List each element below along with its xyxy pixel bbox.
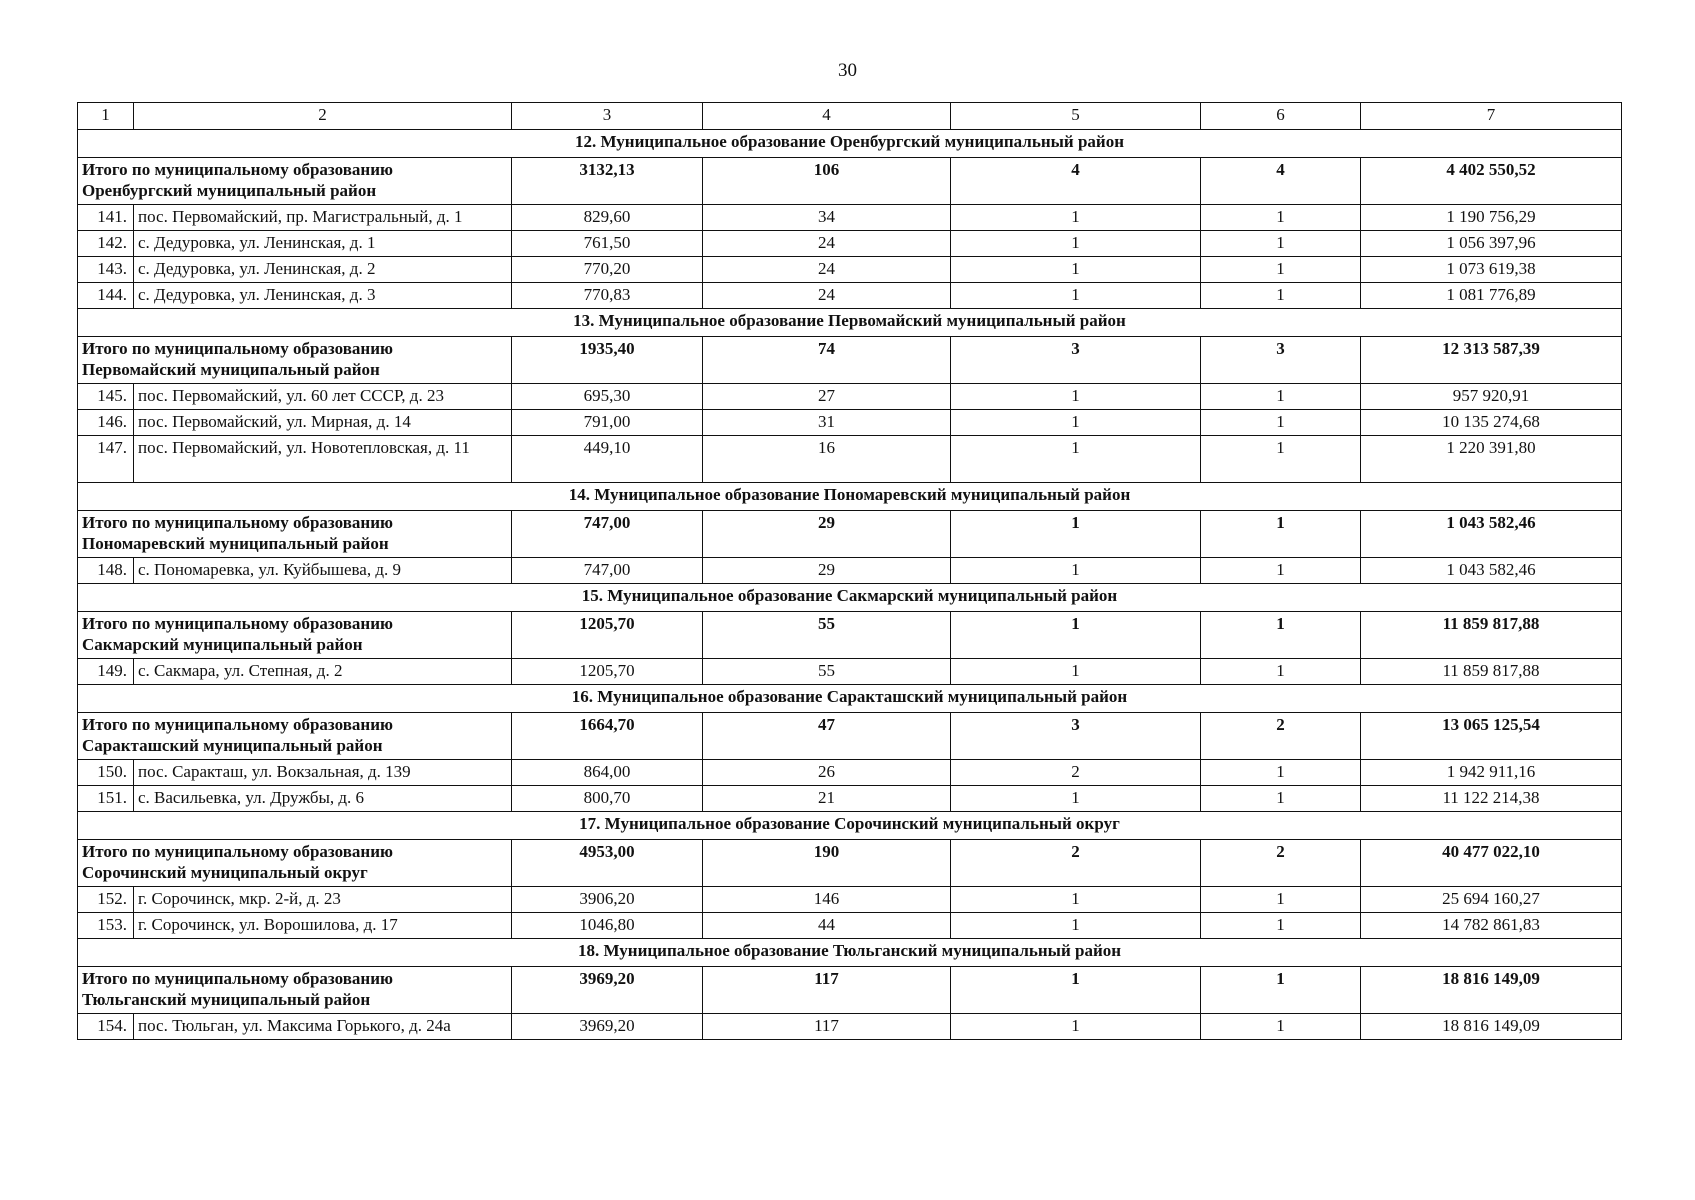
total-c3: 3969,20 [512, 967, 703, 1014]
table-row [78, 659, 1622, 685]
section-total-row [78, 713, 1622, 760]
section-total-row [78, 158, 1622, 205]
row-c3: 695,30 [512, 384, 703, 410]
row-number: 147. [78, 436, 134, 483]
section-title: 14. Муниципальное образование Пономаревский муниципальный район [78, 483, 1622, 511]
total-c6: 2 [1201, 713, 1361, 760]
section-total-row [78, 612, 1622, 659]
table-row [78, 410, 1622, 436]
section-title-row [78, 812, 1622, 840]
total-label-line1: Итого по муниципальному образованию [82, 842, 393, 861]
row-c5: 1 [951, 410, 1201, 436]
row-address: пос. Тюльган, ул. Максима Горького, д. 24а [134, 1014, 512, 1040]
section-title-row [78, 309, 1622, 337]
row-address: с. Дедуровка, ул. Ленинская, д. 3 [134, 283, 512, 309]
row-c5: 1 [951, 558, 1201, 584]
section-title: 16. Муниципальное образование Саракташский муниципальный район [78, 685, 1622, 713]
total-c4: 190 [703, 840, 951, 887]
table-body [78, 103, 1622, 1040]
row-number: 153. [78, 913, 134, 939]
row-number: 143. [78, 257, 134, 283]
row-c7: 1 073 619,38 [1361, 257, 1622, 283]
row-c4: 24 [703, 283, 951, 309]
row-c4: 16 [703, 436, 951, 483]
row-c6: 1 [1201, 205, 1361, 231]
total-c4: 106 [703, 158, 951, 205]
row-c6: 1 [1201, 384, 1361, 410]
row-c3: 449,10 [512, 436, 703, 483]
table-row [78, 257, 1622, 283]
table-row [78, 558, 1622, 584]
total-c5: 3 [951, 337, 1201, 384]
total-c3: 4953,00 [512, 840, 703, 887]
row-c7: 957 920,91 [1361, 384, 1622, 410]
column-header: 4 [703, 103, 951, 130]
row-c7: 25 694 160,27 [1361, 887, 1622, 913]
row-number: 144. [78, 283, 134, 309]
total-label [78, 158, 512, 205]
row-c3: 747,00 [512, 558, 703, 584]
table-row [78, 283, 1622, 309]
row-c4: 44 [703, 913, 951, 939]
column-number-row [78, 103, 1622, 130]
section-title-row [78, 939, 1622, 967]
row-address: с. Дедуровка, ул. Ленинская, д. 2 [134, 257, 512, 283]
total-c3: 747,00 [512, 511, 703, 558]
total-label-line1: Итого по муниципальному образованию [82, 339, 393, 358]
row-c5: 1 [951, 887, 1201, 913]
row-c5: 1 [951, 1014, 1201, 1040]
table-row [78, 760, 1622, 786]
total-c7: 4 402 550,52 [1361, 158, 1622, 205]
total-label [78, 967, 512, 1014]
row-c6: 1 [1201, 913, 1361, 939]
row-c7: 10 135 274,68 [1361, 410, 1622, 436]
section-title-row [78, 584, 1622, 612]
total-label-line1: Итого по муниципальному образованию [82, 969, 393, 988]
total-c5: 1 [951, 612, 1201, 659]
row-c4: 26 [703, 760, 951, 786]
row-c5: 2 [951, 760, 1201, 786]
total-c4: 117 [703, 967, 951, 1014]
row-c3: 791,00 [512, 410, 703, 436]
column-header: 5 [951, 103, 1201, 130]
row-address: пос. Первомайский, ул. Мирная, д. 14 [134, 410, 512, 436]
row-c6: 1 [1201, 786, 1361, 812]
row-number: 141. [78, 205, 134, 231]
row-c4: 31 [703, 410, 951, 436]
total-c6: 1 [1201, 511, 1361, 558]
table-row [78, 384, 1622, 410]
row-address: г. Сорочинск, ул. Ворошилова, д. 17 [134, 913, 512, 939]
row-c4: 24 [703, 257, 951, 283]
row-c7: 18 816 149,09 [1361, 1014, 1622, 1040]
row-c4: 146 [703, 887, 951, 913]
section-total-row [78, 337, 1622, 384]
row-c6: 1 [1201, 659, 1361, 685]
row-c4: 21 [703, 786, 951, 812]
row-c6: 1 [1201, 558, 1361, 584]
total-label-line2: Сорочинский муниципальный округ [82, 863, 368, 882]
buildings-table [77, 102, 1622, 1040]
total-label-line1: Итого по муниципальному образованию [82, 614, 393, 633]
total-label [78, 713, 512, 760]
row-c5: 1 [951, 384, 1201, 410]
total-c3: 1205,70 [512, 612, 703, 659]
row-number: 154. [78, 1014, 134, 1040]
row-address: пос. Первомайский, ул. 60 лет СССР, д. 23 [134, 384, 512, 410]
section-title: 17. Муниципальное образование Сорочинский муниципальный округ [78, 812, 1622, 840]
row-c7: 11 859 817,88 [1361, 659, 1622, 685]
section-total-row [78, 840, 1622, 887]
total-label-line2: Тюльганский муниципальный район [82, 990, 371, 1009]
table-row [78, 1014, 1622, 1040]
row-c4: 27 [703, 384, 951, 410]
total-c7: 12 313 587,39 [1361, 337, 1622, 384]
total-c5: 3 [951, 713, 1201, 760]
total-label-line2: Саракташский муниципальный район [82, 736, 383, 755]
row-number: 146. [78, 410, 134, 436]
total-c7: 11 859 817,88 [1361, 612, 1622, 659]
row-c4: 117 [703, 1014, 951, 1040]
section-total-row [78, 511, 1622, 558]
row-c5: 1 [951, 659, 1201, 685]
row-c3: 1205,70 [512, 659, 703, 685]
total-c6: 1 [1201, 612, 1361, 659]
total-c5: 2 [951, 840, 1201, 887]
section-title: 18. Муниципальное образование Тюльганский муниципальный район [78, 939, 1622, 967]
section-title-row [78, 130, 1622, 158]
row-c7: 14 782 861,83 [1361, 913, 1622, 939]
total-c6: 3 [1201, 337, 1361, 384]
row-c6: 1 [1201, 257, 1361, 283]
total-label-line2: Оренбургский муниципальный район [82, 181, 377, 200]
row-c6: 1 [1201, 231, 1361, 257]
row-number: 148. [78, 558, 134, 584]
total-label [78, 612, 512, 659]
total-c4: 55 [703, 612, 951, 659]
total-label-line1: Итого по муниципальному образованию [82, 513, 393, 532]
total-c5: 1 [951, 967, 1201, 1014]
total-label [78, 511, 512, 558]
total-label-line2: Сакмарский муниципальный район [82, 635, 363, 654]
total-c7: 1 043 582,46 [1361, 511, 1622, 558]
total-c4: 29 [703, 511, 951, 558]
row-address: г. Сорочинск, мкр. 2-й, д. 23 [134, 887, 512, 913]
row-c7: 11 122 214,38 [1361, 786, 1622, 812]
row-c7: 1 043 582,46 [1361, 558, 1622, 584]
column-header: 3 [512, 103, 703, 130]
row-number: 152. [78, 887, 134, 913]
table-row [78, 913, 1622, 939]
column-header: 7 [1361, 103, 1622, 130]
total-c7: 18 816 149,09 [1361, 967, 1622, 1014]
row-address: с. Дедуровка, ул. Ленинская, д. 1 [134, 231, 512, 257]
row-c6: 1 [1201, 283, 1361, 309]
row-address: пос. Саракташ, ул. Вокзальная, д. 139 [134, 760, 512, 786]
section-title: 15. Муниципальное образование Сакмарский муниципальный район [78, 584, 1622, 612]
total-c4: 74 [703, 337, 951, 384]
total-c7: 40 477 022,10 [1361, 840, 1622, 887]
row-c5: 1 [951, 231, 1201, 257]
total-label [78, 840, 512, 887]
total-label-line1: Итого по муниципальному образованию [82, 160, 393, 179]
row-c6: 1 [1201, 887, 1361, 913]
row-c5: 1 [951, 913, 1201, 939]
table-row [78, 786, 1622, 812]
row-c3: 864,00 [512, 760, 703, 786]
row-number: 149. [78, 659, 134, 685]
row-c3: 3969,20 [512, 1014, 703, 1040]
row-c4: 24 [703, 231, 951, 257]
total-c3: 3132,13 [512, 158, 703, 205]
row-number: 145. [78, 384, 134, 410]
row-address: с. Сакмара, ул. Степная, д. 2 [134, 659, 512, 685]
section-title-row [78, 685, 1622, 713]
row-c4: 34 [703, 205, 951, 231]
table-row [78, 436, 1622, 483]
row-c7: 1 081 776,89 [1361, 283, 1622, 309]
table-row [78, 231, 1622, 257]
total-c4: 47 [703, 713, 951, 760]
row-c6: 1 [1201, 436, 1361, 483]
column-header: 2 [134, 103, 512, 130]
row-c6: 1 [1201, 760, 1361, 786]
row-c7: 1 220 391,80 [1361, 436, 1622, 483]
row-c3: 800,70 [512, 786, 703, 812]
row-c3: 1046,80 [512, 913, 703, 939]
total-label-line2: Пономаревский муниципальный район [82, 534, 389, 553]
row-number: 151. [78, 786, 134, 812]
total-label-line2: Первомайский муниципальный район [82, 360, 380, 379]
section-title: 13. Муниципальное образование Первомайский муниципальный район [78, 309, 1622, 337]
total-c5: 1 [951, 511, 1201, 558]
row-c5: 1 [951, 257, 1201, 283]
total-c6: 4 [1201, 158, 1361, 205]
row-c4: 29 [703, 558, 951, 584]
total-c6: 2 [1201, 840, 1361, 887]
row-address: с. Васильевка, ул. Дружбы, д. 6 [134, 786, 512, 812]
total-c5: 4 [951, 158, 1201, 205]
row-c7: 1 942 911,16 [1361, 760, 1622, 786]
total-label [78, 337, 512, 384]
total-c7: 13 065 125,54 [1361, 713, 1622, 760]
page-number: 30 [838, 60, 857, 81]
row-number: 150. [78, 760, 134, 786]
row-c6: 1 [1201, 1014, 1361, 1040]
section-title: 12. Муниципальное образование Оренбургский муниципальный район [78, 130, 1622, 158]
row-c3: 829,60 [512, 205, 703, 231]
row-c5: 1 [951, 205, 1201, 231]
row-address: пос. Первомайский, ул. Новотепловская, д. 11 [134, 436, 512, 483]
row-c5: 1 [951, 283, 1201, 309]
row-c5: 1 [951, 786, 1201, 812]
section-total-row [78, 967, 1622, 1014]
table-row [78, 205, 1622, 231]
row-c3: 770,20 [512, 257, 703, 283]
row-c7: 1 190 756,29 [1361, 205, 1622, 231]
row-c6: 1 [1201, 410, 1361, 436]
row-number: 142. [78, 231, 134, 257]
total-label-line1: Итого по муниципальному образованию [82, 715, 393, 734]
section-title-row [78, 483, 1622, 511]
column-header: 1 [78, 103, 134, 130]
row-address: пос. Первомайский, пр. Магистральный, д. 1 [134, 205, 512, 231]
row-c3: 761,50 [512, 231, 703, 257]
row-c5: 1 [951, 436, 1201, 483]
table-row [78, 887, 1622, 913]
total-c3: 1935,40 [512, 337, 703, 384]
total-c3: 1664,70 [512, 713, 703, 760]
row-c3: 770,83 [512, 283, 703, 309]
row-c3: 3906,20 [512, 887, 703, 913]
total-c6: 1 [1201, 967, 1361, 1014]
row-c7: 1 056 397,96 [1361, 231, 1622, 257]
row-address: с. Пономаревка, ул. Куйбышева, д. 9 [134, 558, 512, 584]
column-header: 6 [1201, 103, 1361, 130]
row-c4: 55 [703, 659, 951, 685]
